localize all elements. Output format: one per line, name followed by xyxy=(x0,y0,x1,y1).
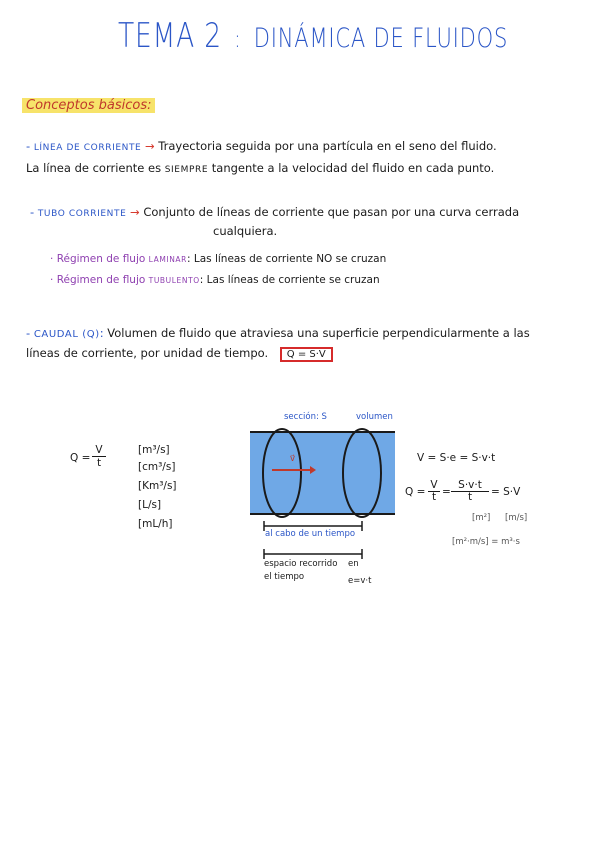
regimen-turbulento-row xyxy=(50,274,380,286)
linea-caps: SIEMPRE xyxy=(164,165,209,175)
unit-m2-label: [m²] xyxy=(472,513,491,523)
term-tubo-corriente: TUBO CORRIENTE xyxy=(37,209,127,219)
unit-m3s: [m³/s] xyxy=(138,444,170,456)
tubo-definition-2: cualquiera. xyxy=(213,224,278,238)
caudal-row xyxy=(26,326,530,340)
arrow-icon: → xyxy=(144,139,155,153)
frac1-numerator: V xyxy=(428,480,440,492)
term-caudal: CAUDAL (Q) xyxy=(33,329,100,340)
q-derivation-end: = S·V xyxy=(491,486,521,498)
dash: - xyxy=(26,139,31,153)
seccion-label: sección: S xyxy=(284,412,327,422)
colon: : xyxy=(99,326,104,340)
caudal-definition: Volumen de fluido que atraviesa una superficie perpendicularmente a las xyxy=(107,326,530,340)
regimen-turbulento-text: : Las líneas de corriente se cruzan xyxy=(199,274,380,286)
dash: - xyxy=(30,205,35,219)
bullet: · xyxy=(50,274,54,286)
regimen-label: Régimen de flujo xyxy=(56,253,146,265)
arrow-icon: → xyxy=(130,205,140,219)
q-label: Q = xyxy=(70,452,91,464)
q-formula xyxy=(70,452,90,464)
title-rest: DINÁMICA DE FLUIDOS xyxy=(253,23,509,54)
tubo-definition: Conjunto de líneas de corriente que pasan por una curva cerrada xyxy=(143,205,520,219)
linea-corriente-row-2 xyxy=(26,161,494,175)
caudal-formula-box: Q = S·V xyxy=(280,347,333,362)
title-main: TEMA 2 xyxy=(118,16,222,56)
regimen-laminar-caps: LAMINAR xyxy=(148,255,187,264)
unit-km3s: [Km³/s] xyxy=(138,480,177,492)
q-numerator: V xyxy=(92,444,106,457)
tubo-corriente-row xyxy=(30,205,519,219)
espacio-label-1: espacio recorrido xyxy=(264,559,338,569)
q-denominator: t xyxy=(96,457,102,469)
caudal-row-2 xyxy=(26,346,333,362)
unit-ms-label: [m/s] xyxy=(505,513,528,523)
dash: - xyxy=(26,326,31,340)
volumen-label: volumen xyxy=(356,412,393,422)
regimen-laminar-row xyxy=(50,253,386,265)
frac1-denominator: t xyxy=(431,491,437,503)
tube-diagram xyxy=(250,420,410,530)
volume-equation: V = S·e = S·v·t xyxy=(417,452,496,464)
linea-text-b: tangente a la velocidad del fluido en cada punto. xyxy=(211,161,495,175)
caudal-definition-2: líneas de corriente, por unidad de tiempo. xyxy=(26,346,269,360)
title-colon: : xyxy=(234,25,242,53)
q-derivation-frac2 xyxy=(451,480,489,503)
e-equation: e=v·t xyxy=(348,576,372,586)
q-derivation-frac1 xyxy=(428,480,440,503)
en-label: en xyxy=(348,559,359,569)
q-derivation-eq: = xyxy=(442,486,451,498)
unit-cm3s: [cm³/s] xyxy=(138,461,176,473)
linea-definition: Trayectoria seguida por una partícula en el seno del fluido. xyxy=(158,139,497,153)
unit-mlh: [mL/h] xyxy=(138,518,173,530)
linea-corriente-row xyxy=(26,139,497,153)
term-linea-corriente: LÍNEA DE CORRIENTE xyxy=(33,143,142,153)
frac2-denominator: t xyxy=(467,491,473,503)
bullet: · xyxy=(50,253,54,265)
linea-text-a: La línea de corriente es xyxy=(26,161,162,175)
frac2-numerator: S·v·t xyxy=(451,480,489,492)
distance-brackets xyxy=(262,520,372,564)
fluid-fill xyxy=(250,432,395,514)
velocity-label: v⃗ xyxy=(290,454,296,464)
al-cabo-label: al cabo de un tiempo xyxy=(265,529,356,539)
page-title xyxy=(118,16,508,56)
regimen-turbulento-caps: TUBULENTO xyxy=(148,276,200,285)
espacio-label-2: el tiempo xyxy=(264,572,305,582)
units-result: [m²·m/s] = m³·s xyxy=(452,537,520,547)
regimen-label: Régimen de flujo xyxy=(56,274,146,286)
q-derivation-start: Q = xyxy=(405,486,426,498)
section-heading: Conceptos básicos: xyxy=(22,98,155,113)
q-fraction xyxy=(92,444,106,469)
regimen-laminar-text: : Las líneas de corriente NO se cruzan xyxy=(186,253,387,265)
unit-ls: [L/s] xyxy=(138,499,162,511)
